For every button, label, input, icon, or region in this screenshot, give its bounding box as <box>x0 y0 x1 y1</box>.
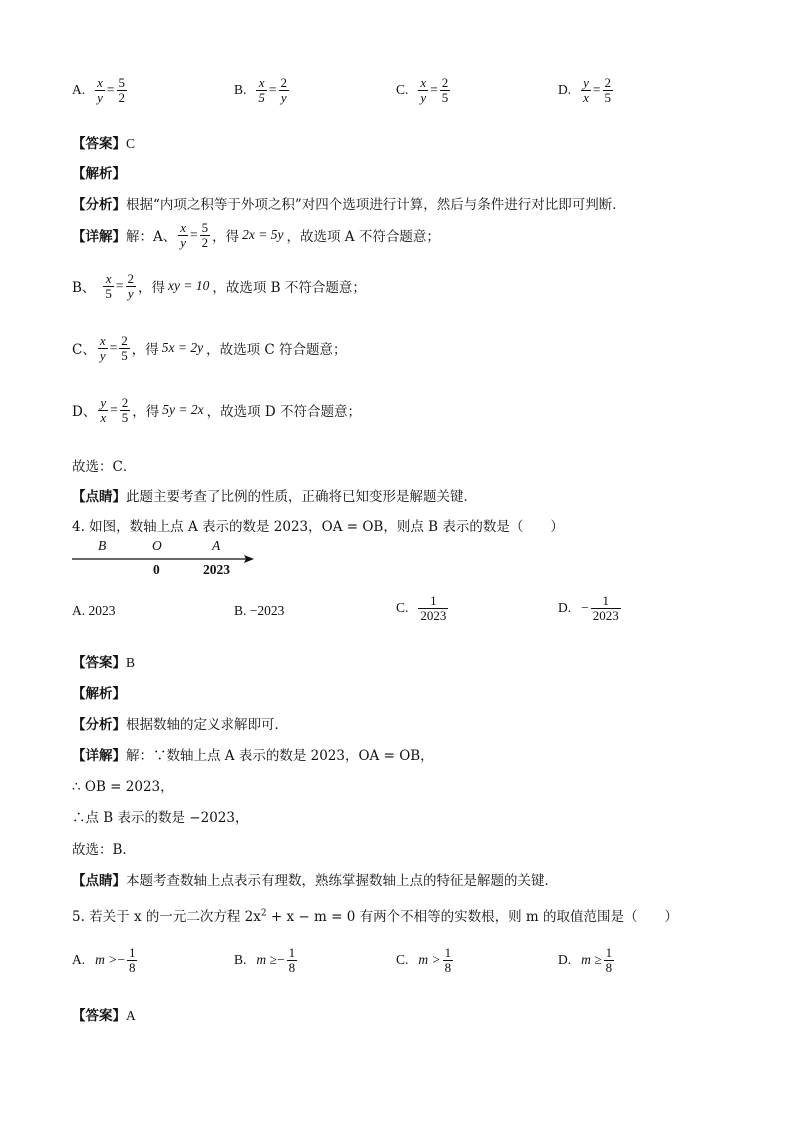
equation: 2x = 5y <box>242 227 284 243</box>
detail-mid: ，得 <box>131 342 159 359</box>
fraction: $\frac{2}{y}$ <box>127 271 135 301</box>
option-label: D. <box>558 600 572 616</box>
stem-text: 5. 若关于 x 的一元二次方程 2x <box>72 909 261 925</box>
answer-tag: 【答案】 <box>72 136 126 152</box>
fraction: $\frac{2}{5}$ <box>121 333 128 363</box>
detail-text: 解：∵数轴上点 A 表示的数是 2023，OA = OB， <box>126 748 434 764</box>
comment-text: 此题主要考查了比例的性质，正确将已知变形是解题关键． <box>126 489 477 505</box>
q5-option-d <box>558 946 616 974</box>
q3-option-c: C. $\frac{x}{y}$ = $\frac{2}{5}$ <box>396 75 449 105</box>
comment-tag: 【点睛】 <box>72 489 126 505</box>
analysis-tag: 【分析】 <box>72 717 126 733</box>
q4-jiexi-heading: 【解析】 <box>72 686 126 702</box>
fraction: $\frac{x}{y}$ <box>420 75 427 105</box>
q4-stem: 4. 如图，数轴上点 A 表示的数是 2023，OA = OB，则点 B 表示的数是（ ） <box>72 519 564 535</box>
fraction: $\frac{2}{5}$ <box>121 395 129 425</box>
fraction: $\frac{1}{8}$ <box>288 945 296 975</box>
fraction: $\frac{x}{y}$ <box>97 75 103 105</box>
inequality-lhs: m > <box>95 952 118 968</box>
point-a-label: A <box>212 538 221 553</box>
q3-detail-line-2: B、 $\frac{x}{5}$ = $\frac{2}{y}$ ，得 xy = 10 ，故选项 B 不符合题意； <box>72 271 366 301</box>
q5-option-c <box>396 946 455 974</box>
q4-option-c <box>396 594 450 622</box>
fraction: $\frac{1}{8}$ <box>444 945 452 975</box>
detail-tag: 【详解】 <box>72 229 126 246</box>
q4-answer <box>72 651 135 671</box>
q3-option-a: A. $\frac{x}{y}$ = $\frac{5}{2}$ <box>72 75 126 105</box>
option-label: C. <box>396 600 409 616</box>
detail-tag: 【详解】 <box>72 748 126 764</box>
option-label: B. <box>234 82 247 98</box>
detail-prefix: D、 <box>72 404 97 421</box>
q5-option-b <box>234 946 299 974</box>
detail-mid: ，得 <box>212 229 240 246</box>
option-label: D. <box>558 82 572 98</box>
fraction: $\frac{1}{8}$ <box>128 945 136 975</box>
answer-value: C <box>126 136 136 151</box>
analysis-text: 根据数轴的定义求解即可． <box>126 717 288 733</box>
fraction: $\frac{x}{y}$ <box>99 333 106 363</box>
option-label: C. <box>396 952 409 968</box>
detail-suffix: ，故选项 A 不符合题意； <box>286 229 440 246</box>
q3-detail-line-3: C、 $\frac{x}{y}$ = $\frac{2}{5}$ ，得 5x = 2y ，故选项 C 符合题意； <box>72 333 347 363</box>
answer-tag: 【答案】 <box>72 1008 126 1024</box>
answer-value: A <box>126 1008 136 1023</box>
comment-text: 本题考查数轴上点表示有理数，熟练掌握数轴上点的特征是解题的关键． <box>126 873 558 889</box>
q4-option-d <box>558 594 623 622</box>
q5-stem <box>72 905 678 925</box>
inequality-lhs: m > <box>418 952 441 968</box>
equation: 5y = 2x <box>162 402 204 418</box>
minus-sign: − <box>276 952 285 968</box>
q3-choose: 故选：C． <box>72 459 137 475</box>
fraction: $\frac{5}{2}$ <box>201 220 209 250</box>
point-b-label: B <box>98 538 107 553</box>
option-label: B. <box>234 952 247 968</box>
equation: xy = 10 <box>168 278 210 294</box>
number-line-figure <box>70 540 260 580</box>
point-o-label: O <box>152 538 162 553</box>
q4-analysis <box>72 713 288 733</box>
inequality-lhs: m ≥ <box>256 952 277 968</box>
fraction: $\frac{x}{5}$ <box>105 271 112 301</box>
answer-value: B <box>126 655 136 670</box>
q5-answer <box>72 1004 136 1024</box>
fraction: $\frac{1}{8}$ <box>605 945 613 975</box>
fraction: $\frac{2}{5}$ <box>604 75 612 105</box>
option-label: D. <box>558 952 572 968</box>
fraction: $\frac{y}{x}$ <box>583 75 589 105</box>
option-label: A. <box>72 82 86 98</box>
fraction: $\frac{2}{5}$ <box>441 75 449 105</box>
detail-suffix: ，故选项 B 不符合题意； <box>212 280 366 297</box>
q4-comment <box>72 869 558 889</box>
q4-detail-line-1 <box>72 744 434 764</box>
comment-tag: 【点睛】 <box>72 873 126 889</box>
stem-text: + x − m = 0 有两个不相等的实数根，则 m 的取值范围是（ ） <box>266 909 678 925</box>
q4-option-b: B. −2023 <box>234 603 285 618</box>
q3-jiexi-heading: 【解析】 <box>72 166 126 182</box>
fraction: $\frac{2}{y}$ <box>280 75 288 105</box>
option-label: C. <box>396 82 409 98</box>
minus-sign: − <box>581 600 589 616</box>
minus-sign: − <box>117 952 125 968</box>
fraction: $\frac{y}{x}$ <box>100 395 107 425</box>
detail-suffix: ，故选项 D 不符合题意； <box>206 404 361 421</box>
fraction: $\frac{x}{y}$ <box>180 220 187 250</box>
q3-analysis <box>72 193 626 213</box>
superscript: 2 <box>260 908 267 919</box>
answer-tag: 【答案】 <box>72 655 126 671</box>
tick-2023-label: 2023 <box>203 562 230 577</box>
option-label: A. <box>72 952 86 968</box>
detail-prefix: C、 <box>72 342 96 359</box>
tick-0-label: 0 <box>153 562 160 577</box>
fraction: $\frac{1}{2023}$ <box>420 593 447 623</box>
fraction: $\frac{1}{2023}$ <box>592 593 619 623</box>
analysis-text: 根据“内项之积等于外项之积”对四个选项进行计算，然后与条件进行对比即可判断． <box>126 197 626 213</box>
q4-detail-line-2: ∴ OB = 2023， <box>72 779 174 795</box>
detail-mid: ，得 <box>132 404 160 421</box>
q4-choose: 故选：B． <box>72 842 136 858</box>
q4-detail-line-3: ∴点 B 表示的数是 −2023， <box>72 810 249 826</box>
q3-option-d: D. $\frac{y}{x}$ = $\frac{2}{5}$ <box>558 75 612 105</box>
q3-option-b: B. $\frac{x}{5}$ = $\frac{2}{y}$ <box>234 75 288 105</box>
detail-prefix: 解：A、 <box>126 229 177 246</box>
q4-option-a: A. 2023 <box>72 603 116 618</box>
q3-answer <box>72 132 135 152</box>
fraction: $\frac{5}{2}$ <box>118 75 126 105</box>
q3-comment <box>72 485 477 505</box>
detail-prefix: B、 <box>72 280 96 297</box>
fraction: $\frac{x}{5}$ <box>258 75 265 105</box>
q5-option-a <box>72 946 139 974</box>
q3-detail-line-1: 【详解】 解：A、 $\frac{x}{y}$ = $\frac{5}{2}$ ，得 2x = 5y ，故选项 A 不符合题意； <box>72 220 440 250</box>
equation: 5x = 2y <box>161 340 204 356</box>
detail-mid: ，得 <box>138 280 166 297</box>
detail-suffix: ，故选项 C 符合题意； <box>206 342 347 359</box>
q3-detail-line-4: D、 $\frac{y}{x}$ = $\frac{2}{5}$ ，得 5y = 2x ，故选项 D 不符合题意； <box>72 395 361 425</box>
inequality-lhs: m ≥ <box>581 952 602 968</box>
analysis-tag: 【分析】 <box>72 197 126 213</box>
